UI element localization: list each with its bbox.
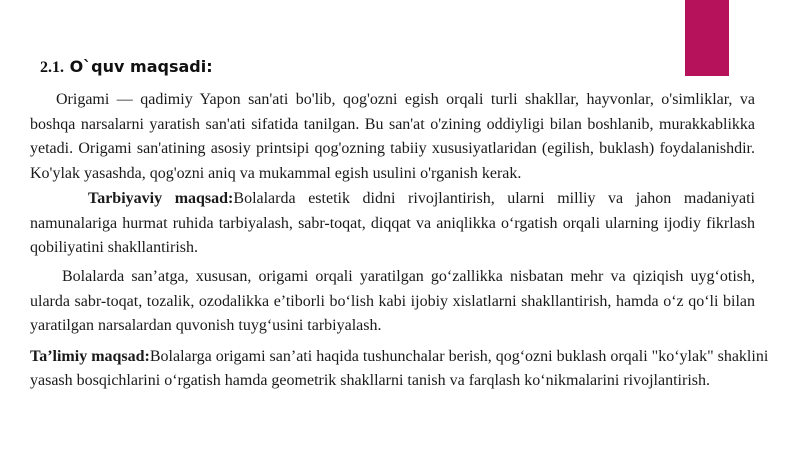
section-title: O`quv maqsadi: — [69, 57, 213, 76]
section-number: 2.1. — [40, 59, 64, 76]
talimiy-paragraph — [30, 345, 770, 393]
bolalarda-paragraph: Bolalarda san’atga, xususan, origami orqali yaratilgan go‘zallikka nisbatan mehr va qiziqish uyg‘otish, ularda sabr-toqat, tozalik, ozodalikka e’tiborli bo‘lish kabi ijobiy xislatlarni shakllantirish, hamda o‘z qo‘li bilan yaratilgan narsalardan quvonish tuyg‘usini tarbiyalash. — [30, 268, 755, 334]
tarbiyaviy-label: Tarbiyaviy maqsad: — [88, 190, 234, 207]
intro-paragraph: Origami — qadimiy Yapon san'ati bo'lib, qog'ozni egish orqali turli shakllar, hayvonlar, o'simliklar, va boshqa narsalarni yaratish san'ati sifatida tanilgan. Bu san'at o'zining oddiyligi bilan boshlanib, murakkablikka yetadi. Origami san'atining asosiy printsipi qog'ozning tabiiy xususiyatlaridan (egilish, buklash) foydalanishdir. Ko'ylak yasashda, qog'ozni aniq va mukammal egish usulini o'rganish kerak. — [30, 91, 755, 182]
accent-bar — [685, 0, 729, 76]
tarbiyaviy-paragraph — [30, 187, 755, 261]
section-heading — [40, 57, 213, 77]
tarbiyaviy-text: Bolalarda estetik didni rivojlantirish, ularni milliy va jahon madaniyati namunalariga hurmat ruhida tarbiyalash, sabr-toqat, diqqat va aniqlikka o‘rgatish orqali ularning ijodiy fikrlash qobiliyatini shakllantirish. — [30, 190, 755, 256]
talimiy-text: Bolalarga origami san’ati haqida tushunchalar berish, qog‘ozni buklash orqali "ko‘ylak" shaklini yasash bosqichlarini o‘rgatish hamda geometrik shakllarni tanish va farqlash ko‘nikmalarini rivojlantirish. — [30, 348, 769, 389]
talimiy-label: Ta’limiy maqsad: — [30, 348, 150, 365]
